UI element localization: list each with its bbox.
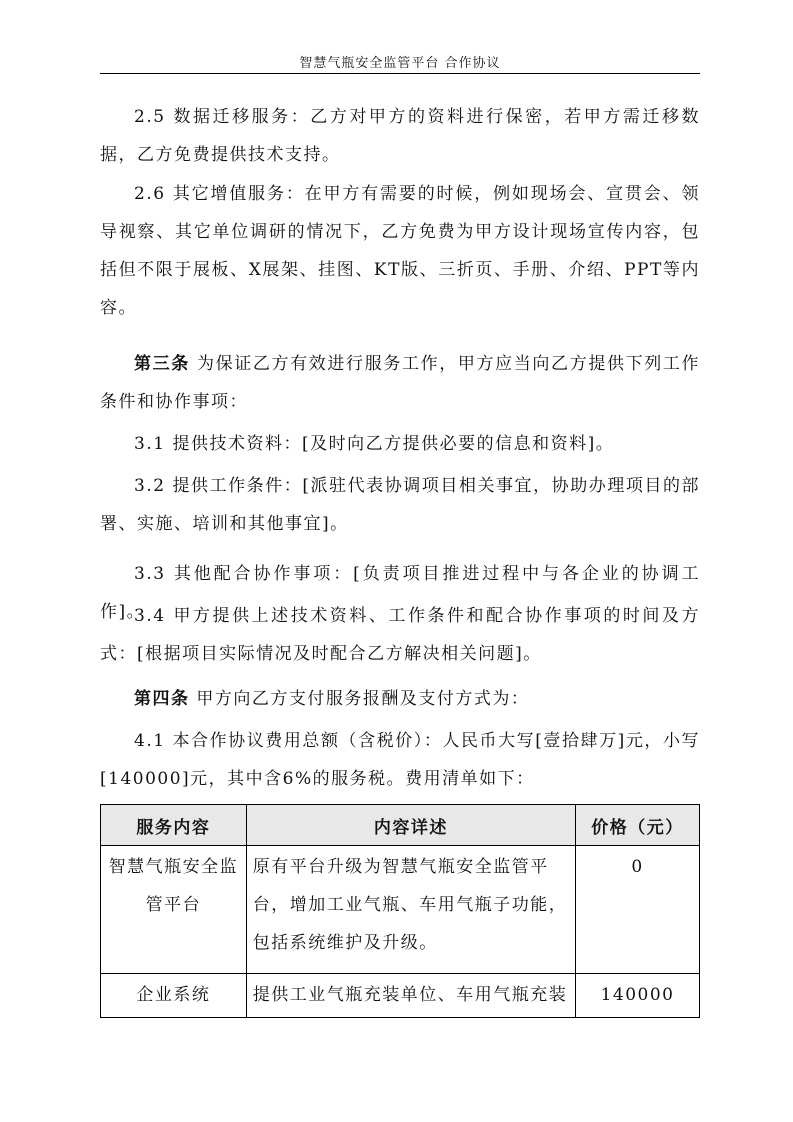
fee-table-header-row bbox=[101, 805, 700, 846]
article-3-text: 为保证乙方有效进行服务工作，甲方应当向乙方提供下列工作条件和协作事项： bbox=[100, 354, 701, 412]
header-service: 服务内容 bbox=[101, 805, 247, 846]
clause-3-1: 3.1 提供技术资料：[及时向乙方提供必要的信息和资料]。 bbox=[134, 434, 615, 454]
header-divider bbox=[100, 73, 700, 74]
row-service: 智慧气瓶安全监管平台 bbox=[101, 846, 247, 974]
table-row bbox=[101, 846, 700, 974]
page-header-title: 智慧气瓶安全监管平台 合作协议 bbox=[299, 56, 501, 71]
row-detail: 原有平台升级为智慧气瓶安全监管平台，增加工业气瓶、车用气瓶子功能，包括系统维护及升级。 bbox=[246, 846, 575, 974]
article-3-label: 第三条 bbox=[134, 354, 190, 374]
clause-3-3: 3.3 其他配合协作事项：[负责项目推进过程中与各企业的协调工作]。 bbox=[100, 564, 700, 622]
clause-3-2: 3.2 提供工作条件：[派驻代表协调项目相关事宜，协助办理项目的部署、实施、培训和其他事宜]。 bbox=[100, 476, 700, 534]
header-price: 价格（元） bbox=[576, 805, 700, 846]
article-3 bbox=[100, 345, 700, 421]
row-price: 0 bbox=[576, 846, 700, 974]
clause-3-4: 3.4 甲方提供上述技术资料、工作条件和配合协作事项的时间及方式：[根据项目实际情况及时配合乙方解决相关问题]。 bbox=[100, 606, 700, 664]
row-service: 企业系统 bbox=[101, 974, 247, 1018]
row-detail: 提供工业气瓶充装单位、车用气瓶充装 bbox=[246, 974, 575, 1018]
article-4 bbox=[100, 680, 700, 718]
header-detail: 内容详述 bbox=[246, 805, 575, 846]
article-4-label: 第四条 bbox=[134, 689, 190, 709]
fee-table bbox=[100, 804, 700, 1018]
clause-2-5: 2.5 数据迁移服务：乙方对甲方的资料进行保密，若甲方需迁移数据，乙方免费提供技术支持。 bbox=[100, 107, 700, 165]
row-price: 140000 bbox=[576, 974, 700, 1018]
table-row bbox=[101, 974, 700, 1018]
clause-4-1: 4.1 本合作协议费用总额（含税价）：人民币大写[壹拾肆万]元，小写[140000]元，其中含6%的服务税。费用清单如下： bbox=[100, 731, 700, 789]
article-4-text: 甲方向乙方支付服务报酬及支付方式为： bbox=[189, 689, 530, 709]
clause-2-6: 2.6 其它增值服务：在甲方有需要的时候，例如现场会、宣贯会、领导视察、其它单位调研的情况下，乙方免费为甲方设计现场宣传内容，包括但不限于展板、X展架、挂图、KT版、三折页、手册、介绍、PPT等内容。 bbox=[100, 184, 700, 318]
